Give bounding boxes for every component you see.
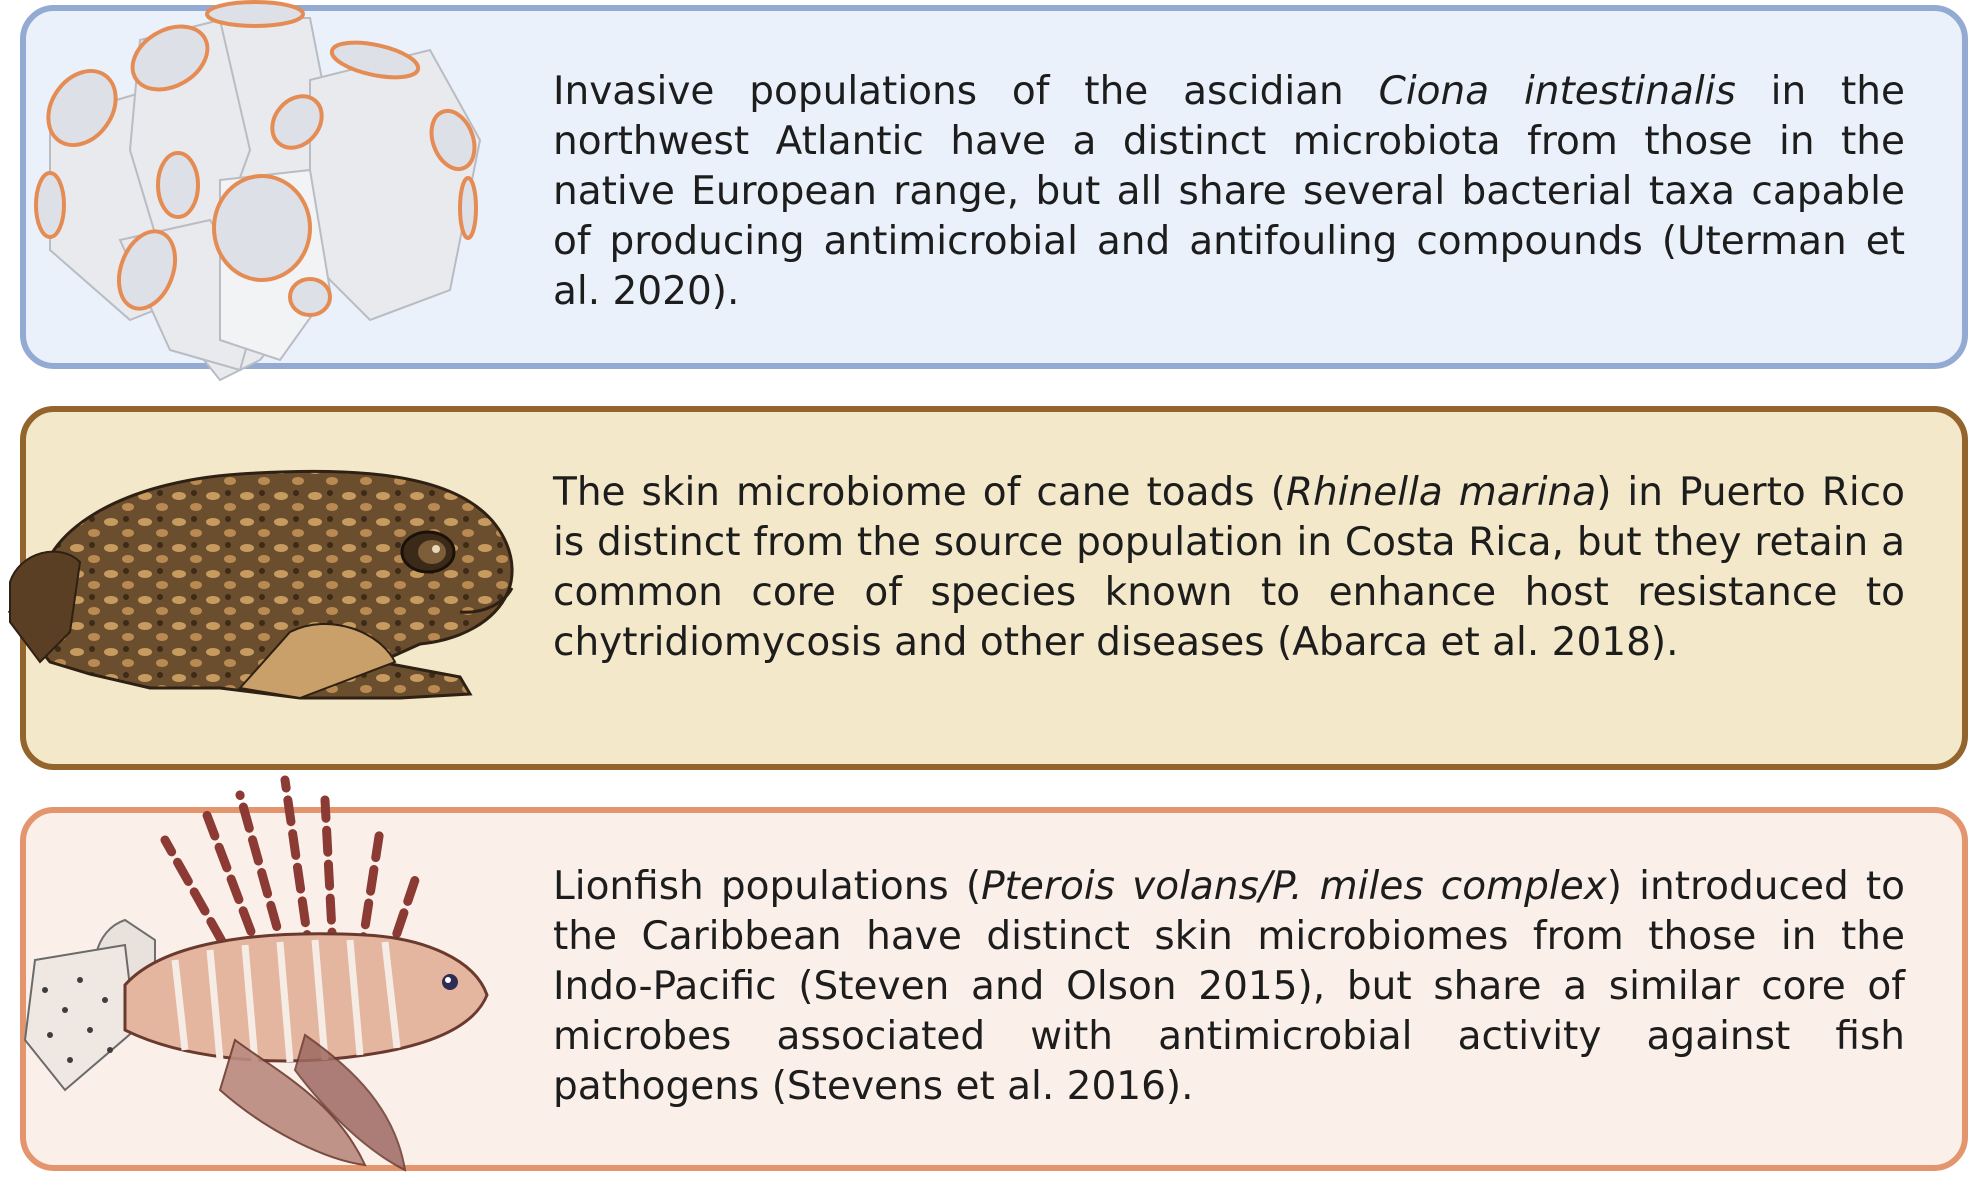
cane-toad-description — [553, 468, 1905, 668]
cane-toad-illustration — [0, 462, 530, 712]
ciona-text-after: in the northwest Atlantic have a distinct microbiota from those in the native European range, but all share several bacterial taxa capable of producing antimicrobial and antifouling compounds (Uterman et al. 2020). — [553, 69, 1906, 314]
lionfish-text-after: ) introduced to the Caribbean have distinct skin microbiomes from those in the Indo-Pacific (Steven and Olson 2015), but share a similar core of microbes associated with antimicrobial activity against fish pathogens (Stevens et al. 2016). — [553, 864, 1906, 1109]
toad-text-after: ) in Puerto Rico is distinct from the source population in Costa Rica, but they retain a common core of species known to enhance host resistance to chytridiomycosis and other diseases (Abarca et al. 2018). — [553, 470, 1905, 665]
lionfish-illustration — [5, 770, 515, 1180]
lionfish-description — [553, 862, 1905, 1112]
toad-text-before: The skin microbiome of cane toads ( — [553, 470, 1286, 515]
lionfish-species-name: Pterois volans/P. miles complex — [981, 864, 1607, 909]
toad-species-name: Rhinella marina — [1285, 470, 1597, 515]
ciona-description — [553, 67, 1905, 317]
ciona-text-before: Invasive populations of the ascidian — [553, 69, 1379, 114]
ciona-species-name: Ciona intestinalis — [1378, 69, 1736, 114]
ascidian-colony-illustration — [10, 0, 510, 385]
lionfish-text-before: Lionfish populations ( — [553, 864, 982, 909]
